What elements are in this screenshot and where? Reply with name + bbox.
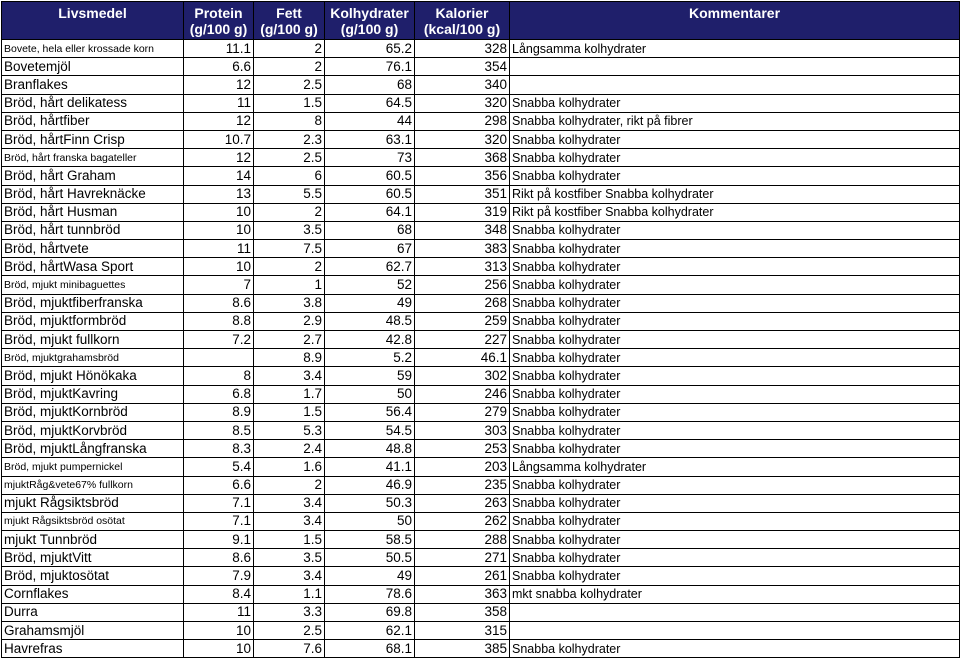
fett-cell: 2 bbox=[254, 203, 325, 221]
kolhydrater-cell: 42.8 bbox=[325, 331, 415, 349]
kommentar-cell: Snabba kolhydrater bbox=[510, 276, 960, 294]
kolhydrater-cell: 49 bbox=[325, 294, 415, 312]
fett-cell: 7.5 bbox=[254, 240, 325, 258]
table-row bbox=[2, 203, 960, 221]
protein-cell: 11 bbox=[184, 240, 254, 258]
table-row bbox=[2, 603, 960, 621]
food-name-cell: mjukt Tunnbröd bbox=[2, 531, 184, 549]
food-name-cell: Bovetemjöl bbox=[2, 58, 184, 76]
fett-cell: 8 bbox=[254, 112, 325, 130]
table-row bbox=[2, 349, 960, 367]
fett-cell: 1.6 bbox=[254, 458, 325, 476]
kalorier-cell: 259 bbox=[415, 312, 510, 330]
kolhydrater-cell: 62.7 bbox=[325, 258, 415, 276]
kommentar-cell: Snabba kolhydrater bbox=[510, 421, 960, 439]
kalorier-cell: 319 bbox=[415, 203, 510, 221]
kolhydrater-cell: 73 bbox=[325, 149, 415, 167]
kolhydrater-cell: 50 bbox=[325, 385, 415, 403]
kolhydrater-cell: 50.5 bbox=[325, 549, 415, 567]
protein-cell: 8 bbox=[184, 367, 254, 385]
food-name-cell: mjukt Rågsiktsbröd bbox=[2, 494, 184, 512]
food-name-cell: Bröd, hårt Graham bbox=[2, 167, 184, 185]
table-body bbox=[2, 40, 960, 658]
table-header bbox=[2, 2, 960, 40]
kalorier-cell: 256 bbox=[415, 276, 510, 294]
kolhydrater-cell: 64.5 bbox=[325, 94, 415, 112]
kalorier-cell: 262 bbox=[415, 512, 510, 530]
table-row bbox=[2, 258, 960, 276]
kommentar-cell: Snabba kolhydrater bbox=[510, 403, 960, 421]
kolhydrater-cell: 5.2 bbox=[325, 349, 415, 367]
fett-cell: 3.4 bbox=[254, 367, 325, 385]
kalorier-cell: 46.1 bbox=[415, 349, 510, 367]
food-name-cell: Bröd, hårtWasa Sport bbox=[2, 258, 184, 276]
kalorier-cell: 348 bbox=[415, 221, 510, 239]
fett-cell: 2.3 bbox=[254, 130, 325, 148]
kolhydrater-cell: 68.1 bbox=[325, 640, 415, 658]
kolhydrater-cell: 68 bbox=[325, 76, 415, 94]
table-row bbox=[2, 385, 960, 403]
kalorier-cell: 320 bbox=[415, 94, 510, 112]
fett-cell: 2 bbox=[254, 40, 325, 58]
kommentar-cell: Snabba kolhydrater bbox=[510, 367, 960, 385]
food-name-cell: Bröd, mjuktKorvbröd bbox=[2, 421, 184, 439]
protein-cell: 13 bbox=[184, 185, 254, 203]
kommentar-cell: Snabba kolhydrater bbox=[510, 512, 960, 530]
kalorier-cell: 340 bbox=[415, 76, 510, 94]
kolhydrater-cell: 60.5 bbox=[325, 185, 415, 203]
fett-cell: 1.7 bbox=[254, 385, 325, 403]
kolhydrater-cell: 78.6 bbox=[325, 585, 415, 603]
protein-cell: 8.5 bbox=[184, 421, 254, 439]
kommentar-cell: Snabba kolhydrater bbox=[510, 294, 960, 312]
protein-cell: 8.6 bbox=[184, 549, 254, 567]
kommentar-cell: Snabba kolhydrater bbox=[510, 94, 960, 112]
kommentar-cell: Snabba kolhydrater bbox=[510, 130, 960, 148]
table-row bbox=[2, 76, 960, 94]
kalorier-cell: 203 bbox=[415, 458, 510, 476]
fett-cell: 2 bbox=[254, 58, 325, 76]
kolhydrater-cell: 65.2 bbox=[325, 40, 415, 58]
kommentar-cell bbox=[510, 603, 960, 621]
food-name-cell: Bröd, mjuktgrahamsbröd bbox=[2, 349, 184, 367]
kommentar-cell: Rikt på kostfiber Snabba kolhydrater bbox=[510, 185, 960, 203]
kolhydrater-cell: 46.9 bbox=[325, 476, 415, 494]
header-protein: Protein (g/100 g) bbox=[184, 2, 254, 40]
kolhydrater-cell: 63.1 bbox=[325, 130, 415, 148]
protein-cell: 9.1 bbox=[184, 531, 254, 549]
fett-cell: 7.6 bbox=[254, 640, 325, 658]
kommentar-cell: Snabba kolhydrater bbox=[510, 349, 960, 367]
fett-cell: 2.9 bbox=[254, 312, 325, 330]
fett-cell: 5.3 bbox=[254, 421, 325, 439]
protein-cell: 11.1 bbox=[184, 40, 254, 58]
kalorier-cell: 354 bbox=[415, 58, 510, 76]
kolhydrater-cell: 49 bbox=[325, 567, 415, 585]
kommentar-cell: Snabba kolhydrater bbox=[510, 149, 960, 167]
kommentar-cell: Snabba kolhydrater bbox=[510, 221, 960, 239]
table-row bbox=[2, 240, 960, 258]
kalorier-cell: 288 bbox=[415, 531, 510, 549]
kalorier-cell: 315 bbox=[415, 622, 510, 640]
food-name-cell: Cornflakes bbox=[2, 585, 184, 603]
kolhydrater-cell: 60.5 bbox=[325, 167, 415, 185]
food-name-cell: Bröd, mjuktosötat bbox=[2, 567, 184, 585]
kolhydrater-cell: 48.8 bbox=[325, 440, 415, 458]
fett-cell: 1 bbox=[254, 276, 325, 294]
kommentar-cell: Snabba kolhydrater bbox=[510, 440, 960, 458]
kalorier-cell: 368 bbox=[415, 149, 510, 167]
kommentar-cell: Snabba kolhydrater bbox=[510, 240, 960, 258]
protein-cell: 5.4 bbox=[184, 458, 254, 476]
food-name-cell: Bröd, mjuktKornbröd bbox=[2, 403, 184, 421]
table-row bbox=[2, 167, 960, 185]
food-name-cell: Grahamsmjöl bbox=[2, 622, 184, 640]
protein-cell: 10 bbox=[184, 203, 254, 221]
protein-cell: 8.4 bbox=[184, 585, 254, 603]
kalorier-cell: 263 bbox=[415, 494, 510, 512]
fett-cell: 1.5 bbox=[254, 403, 325, 421]
protein-cell: 12 bbox=[184, 149, 254, 167]
header-kalorier: Kalorier (kcal/100 g) bbox=[415, 2, 510, 40]
kolhydrater-cell: 67 bbox=[325, 240, 415, 258]
food-name-cell: Bovete, hela eller krossade korn bbox=[2, 40, 184, 58]
kalorier-cell: 351 bbox=[415, 185, 510, 203]
table-row bbox=[2, 185, 960, 203]
protein-cell: 12 bbox=[184, 112, 254, 130]
fett-cell: 2.5 bbox=[254, 76, 325, 94]
protein-cell: 6.8 bbox=[184, 385, 254, 403]
food-name-cell: Bröd, mjuktformbröd bbox=[2, 312, 184, 330]
food-name-cell: mjuktRåg&vete67% fullkorn bbox=[2, 476, 184, 494]
fett-cell: 1.1 bbox=[254, 585, 325, 603]
kalorier-cell: 356 bbox=[415, 167, 510, 185]
food-name-cell: Bröd, hårt franska bagateller bbox=[2, 149, 184, 167]
table-row bbox=[2, 421, 960, 439]
kolhydrater-cell: 50.3 bbox=[325, 494, 415, 512]
fett-cell: 5.5 bbox=[254, 185, 325, 203]
kalorier-cell: 279 bbox=[415, 403, 510, 421]
table-row bbox=[2, 494, 960, 512]
kommentar-cell: Långsamma kolhydrater bbox=[510, 40, 960, 58]
protein-cell: 10 bbox=[184, 622, 254, 640]
header-kolhydrater: Kolhydrater (g/100 g) bbox=[325, 2, 415, 40]
kommentar-cell: Snabba kolhydrater bbox=[510, 476, 960, 494]
table-row bbox=[2, 40, 960, 58]
table-row bbox=[2, 112, 960, 130]
table-row bbox=[2, 312, 960, 330]
food-name-cell: Bröd, mjuktVitt bbox=[2, 549, 184, 567]
kolhydrater-cell: 50 bbox=[325, 512, 415, 530]
fett-cell: 3.5 bbox=[254, 549, 325, 567]
kolhydrater-cell: 68 bbox=[325, 221, 415, 239]
protein-cell: 8.6 bbox=[184, 294, 254, 312]
protein-cell: 7.2 bbox=[184, 331, 254, 349]
kolhydrater-cell: 69.8 bbox=[325, 603, 415, 621]
protein-cell: 7 bbox=[184, 276, 254, 294]
table-row bbox=[2, 512, 960, 530]
kolhydrater-cell: 48.5 bbox=[325, 312, 415, 330]
fett-cell: 2 bbox=[254, 258, 325, 276]
header-fett: Fett (g/100 g) bbox=[254, 2, 325, 40]
protein-cell: 6.6 bbox=[184, 476, 254, 494]
food-name-cell: Bröd, mjukt pumpernickel bbox=[2, 458, 184, 476]
table-row bbox=[2, 94, 960, 112]
kalorier-cell: 268 bbox=[415, 294, 510, 312]
kommentar-cell: mkt snabba kolhydrater bbox=[510, 585, 960, 603]
table-row bbox=[2, 440, 960, 458]
food-name-cell: Bröd, mjukt fullkorn bbox=[2, 331, 184, 349]
protein-cell bbox=[184, 349, 254, 367]
kolhydrater-cell: 44 bbox=[325, 112, 415, 130]
food-name-cell: Bröd, hårtvete bbox=[2, 240, 184, 258]
kalorier-cell: 246 bbox=[415, 385, 510, 403]
kommentar-cell: Snabba kolhydrater bbox=[510, 167, 960, 185]
table-row bbox=[2, 58, 960, 76]
kommentar-cell bbox=[510, 76, 960, 94]
kalorier-cell: 363 bbox=[415, 585, 510, 603]
kalorier-cell: 253 bbox=[415, 440, 510, 458]
table-row bbox=[2, 130, 960, 148]
table-row bbox=[2, 622, 960, 640]
kolhydrater-cell: 52 bbox=[325, 276, 415, 294]
food-name-cell: Bröd, mjukt Hönökaka bbox=[2, 367, 184, 385]
kommentar-cell: Snabba kolhydrater bbox=[510, 494, 960, 512]
kolhydrater-cell: 58.5 bbox=[325, 531, 415, 549]
fett-cell: 3.5 bbox=[254, 221, 325, 239]
fett-cell: 3.4 bbox=[254, 567, 325, 585]
fett-cell: 3.8 bbox=[254, 294, 325, 312]
kommentar-cell: Snabba kolhydrater bbox=[510, 640, 960, 658]
protein-cell: 7.1 bbox=[184, 512, 254, 530]
kolhydrater-cell: 41.1 bbox=[325, 458, 415, 476]
food-name-cell: Bröd, hårtFinn Crisp bbox=[2, 130, 184, 148]
food-name-cell: Bröd, mjukt minibaguettes bbox=[2, 276, 184, 294]
fett-cell: 2.7 bbox=[254, 331, 325, 349]
protein-cell: 10 bbox=[184, 640, 254, 658]
protein-cell: 11 bbox=[184, 94, 254, 112]
fett-cell: 2.5 bbox=[254, 622, 325, 640]
table-row bbox=[2, 276, 960, 294]
kommentar-cell: Snabba kolhydrater bbox=[510, 567, 960, 585]
food-name-cell: Branflakes bbox=[2, 76, 184, 94]
table-row bbox=[2, 476, 960, 494]
kalorier-cell: 358 bbox=[415, 603, 510, 621]
kalorier-cell: 383 bbox=[415, 240, 510, 258]
kalorier-cell: 235 bbox=[415, 476, 510, 494]
fett-cell: 3.4 bbox=[254, 512, 325, 530]
protein-cell: 8.9 bbox=[184, 403, 254, 421]
kolhydrater-cell: 76.1 bbox=[325, 58, 415, 76]
fett-cell: 1.5 bbox=[254, 94, 325, 112]
kommentar-cell: Snabba kolhydrater bbox=[510, 331, 960, 349]
food-name-cell: Bröd, hårt Havreknäcke bbox=[2, 185, 184, 203]
kalorier-cell: 271 bbox=[415, 549, 510, 567]
protein-cell: 7.1 bbox=[184, 494, 254, 512]
kommentar-cell: Snabba kolhydrater bbox=[510, 549, 960, 567]
table-row bbox=[2, 549, 960, 567]
fett-cell: 6 bbox=[254, 167, 325, 185]
kalorier-cell: 385 bbox=[415, 640, 510, 658]
protein-cell: 12 bbox=[184, 76, 254, 94]
protein-cell: 6.6 bbox=[184, 58, 254, 76]
kolhydrater-cell: 59 bbox=[325, 367, 415, 385]
fett-cell: 8.9 bbox=[254, 349, 325, 367]
kommentar-cell bbox=[510, 58, 960, 76]
kolhydrater-cell: 62.1 bbox=[325, 622, 415, 640]
kommentar-cell: Snabba kolhydrater bbox=[510, 312, 960, 330]
kommentar-cell: Snabba kolhydrater bbox=[510, 258, 960, 276]
table-row bbox=[2, 331, 960, 349]
table-row bbox=[2, 458, 960, 476]
nutrition-table bbox=[1, 1, 960, 658]
food-name-cell: Bröd, hårtfiber bbox=[2, 112, 184, 130]
fett-cell: 2.4 bbox=[254, 440, 325, 458]
protein-cell: 8.8 bbox=[184, 312, 254, 330]
header-kommentarer: Kommentarer bbox=[510, 2, 960, 40]
table-row bbox=[2, 585, 960, 603]
food-name-cell: Bröd, mjuktfiberfranska bbox=[2, 294, 184, 312]
protein-cell: 11 bbox=[184, 603, 254, 621]
kalorier-cell: 320 bbox=[415, 130, 510, 148]
kommentar-cell: Rikt på kostfiber Snabba kolhydrater bbox=[510, 203, 960, 221]
fett-cell: 3.3 bbox=[254, 603, 325, 621]
kolhydrater-cell: 56.4 bbox=[325, 403, 415, 421]
table-row bbox=[2, 294, 960, 312]
kalorier-cell: 303 bbox=[415, 421, 510, 439]
table-row bbox=[2, 149, 960, 167]
food-name-cell: mjukt Rågsiktsbröd osötat bbox=[2, 512, 184, 530]
kalorier-cell: 313 bbox=[415, 258, 510, 276]
kalorier-cell: 328 bbox=[415, 40, 510, 58]
food-name-cell: Bröd, hårt Husman bbox=[2, 203, 184, 221]
fett-cell: 2 bbox=[254, 476, 325, 494]
header-livsmedel: Livsmedel bbox=[2, 2, 184, 40]
protein-cell: 7.9 bbox=[184, 567, 254, 585]
kommentar-cell: Snabba kolhydrater bbox=[510, 531, 960, 549]
fett-cell: 1.5 bbox=[254, 531, 325, 549]
kommentar-cell: Snabba kolhydrater, rikt på fibrer bbox=[510, 112, 960, 130]
table-row bbox=[2, 640, 960, 658]
food-name-cell: Bröd, mjuktKavring bbox=[2, 385, 184, 403]
table-row bbox=[2, 403, 960, 421]
kolhydrater-cell: 64.1 bbox=[325, 203, 415, 221]
food-name-cell: Bröd, hårt tunnbröd bbox=[2, 221, 184, 239]
protein-cell: 10 bbox=[184, 221, 254, 239]
table-row bbox=[2, 567, 960, 585]
kalorier-cell: 227 bbox=[415, 331, 510, 349]
kolhydrater-cell: 54.5 bbox=[325, 421, 415, 439]
protein-cell: 10.7 bbox=[184, 130, 254, 148]
fett-cell: 2.5 bbox=[254, 149, 325, 167]
kalorier-cell: 261 bbox=[415, 567, 510, 585]
protein-cell: 8.3 bbox=[184, 440, 254, 458]
protein-cell: 14 bbox=[184, 167, 254, 185]
table-row bbox=[2, 221, 960, 239]
protein-cell: 10 bbox=[184, 258, 254, 276]
kalorier-cell: 298 bbox=[415, 112, 510, 130]
food-name-cell: Durra bbox=[2, 603, 184, 621]
food-name-cell: Bröd, hårt delikatess bbox=[2, 94, 184, 112]
fett-cell: 3.4 bbox=[254, 494, 325, 512]
kommentar-cell: Snabba kolhydrater bbox=[510, 385, 960, 403]
kommentar-cell: Långsamma kolhydrater bbox=[510, 458, 960, 476]
kalorier-cell: 302 bbox=[415, 367, 510, 385]
food-name-cell: Havrefras bbox=[2, 640, 184, 658]
table-row bbox=[2, 367, 960, 385]
food-name-cell: Bröd, mjuktLångfranska bbox=[2, 440, 184, 458]
kommentar-cell bbox=[510, 622, 960, 640]
table-row bbox=[2, 531, 960, 549]
